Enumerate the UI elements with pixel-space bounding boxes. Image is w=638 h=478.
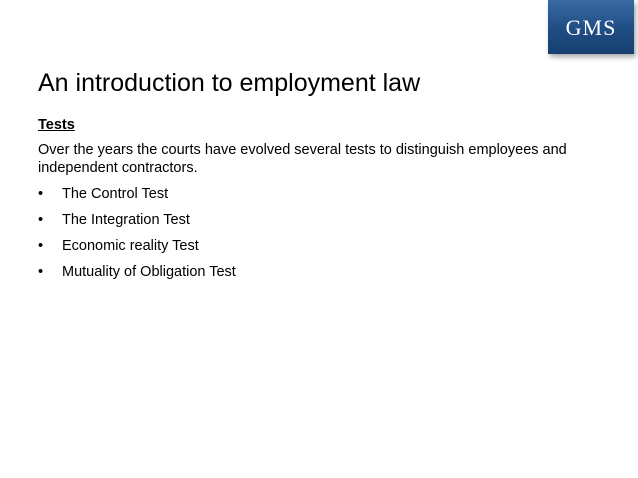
bullet-icon: • [38,212,44,228]
intro-paragraph: Over the years the courts have evolved several tests to distinguish employees and independent contractors. [38,142,567,176]
list-item-text: The Control Test [62,186,169,202]
list-item [38,263,598,289]
list-item [38,237,598,263]
tests-list [38,185,598,289]
gms-logo [548,0,634,54]
bullet-icon: • [38,264,44,280]
section-heading: Tests [38,117,75,133]
list-item-text: The Integration Test [62,212,190,228]
list-item [38,211,598,237]
list-item-text: Mutuality of Obligation Test [62,264,236,280]
slide-content [38,116,598,289]
bullet-icon: • [38,238,44,254]
logo-text: GMS [565,15,617,40]
list-item [38,185,598,211]
list-item-text: Economic reality Test [62,238,199,254]
slide-title: An introduction to employment law [38,69,421,97]
bullet-icon: • [38,186,44,202]
